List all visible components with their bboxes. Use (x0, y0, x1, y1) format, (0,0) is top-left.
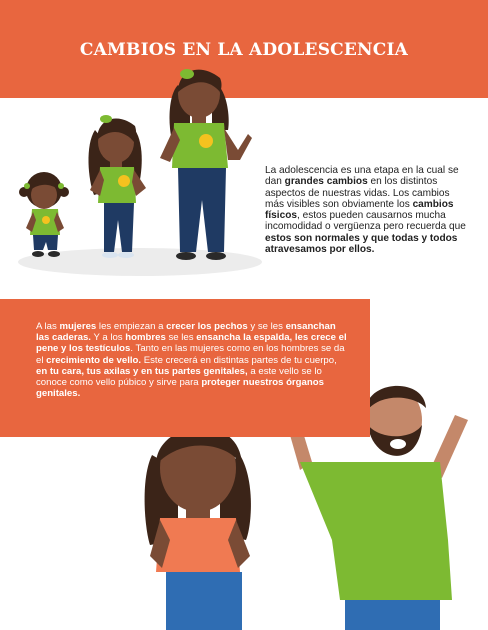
body-text: A las (36, 321, 60, 332)
body-bold-text: mujeres (59, 321, 97, 332)
body-text: Este crecerá en distintas partes de tu cuerpo, (141, 354, 337, 366)
intro-text: en los distintos aspectos de nuestras vidas. Los cambios más visibles son obviamente los (265, 176, 450, 210)
body-text: se les (165, 332, 197, 344)
body-bold-text: en tu cara, tus axilas y en tus partes genitales, (36, 365, 248, 377)
body-text: . Tanto en las mujeres como en los hombres se da el (36, 343, 345, 366)
body-bold-text: crecer los pechos (166, 321, 248, 332)
body-paragraph (36, 321, 348, 399)
body-bold-text: ensancha la espalda, les crece el pene y los testículos (36, 332, 347, 355)
intro-paragraph (265, 165, 470, 255)
middle-girl-figure (88, 115, 146, 258)
small-girl-figure (19, 172, 69, 257)
intro-bold-text: cambios físicos (265, 198, 454, 222)
body-bold-text: hombres (125, 332, 166, 344)
intro-text: , estos pueden causarnos mucha incomodidad o vergüenza pero recuerda que (265, 210, 466, 233)
intro-text: La adolescencia es una etapa en la cual se dan (265, 165, 459, 188)
body-bold-text: ensanchan las caderas. (36, 321, 336, 344)
page-title: CAMBIOS EN LA ADOLESCENCIA (79, 40, 409, 60)
body-bold-text: crecimiento de vello. (46, 354, 142, 366)
tall-girl-figure (160, 69, 252, 260)
body-text: y se les (247, 321, 286, 332)
body-text: a este vello se lo conoce como vello púbico y sirve para (36, 365, 322, 389)
body-text: les empiezan a (96, 321, 167, 332)
intro-bold-text: estos son normales y que todas y todos atravesamos por ellos. (265, 232, 458, 256)
intro-bold-text: grandes cambios (284, 176, 368, 188)
body-text: Y a los (90, 332, 126, 344)
teen-girl-figure (145, 424, 251, 630)
body-bold-text: proteger nuestros órganos genitales. (36, 377, 324, 400)
